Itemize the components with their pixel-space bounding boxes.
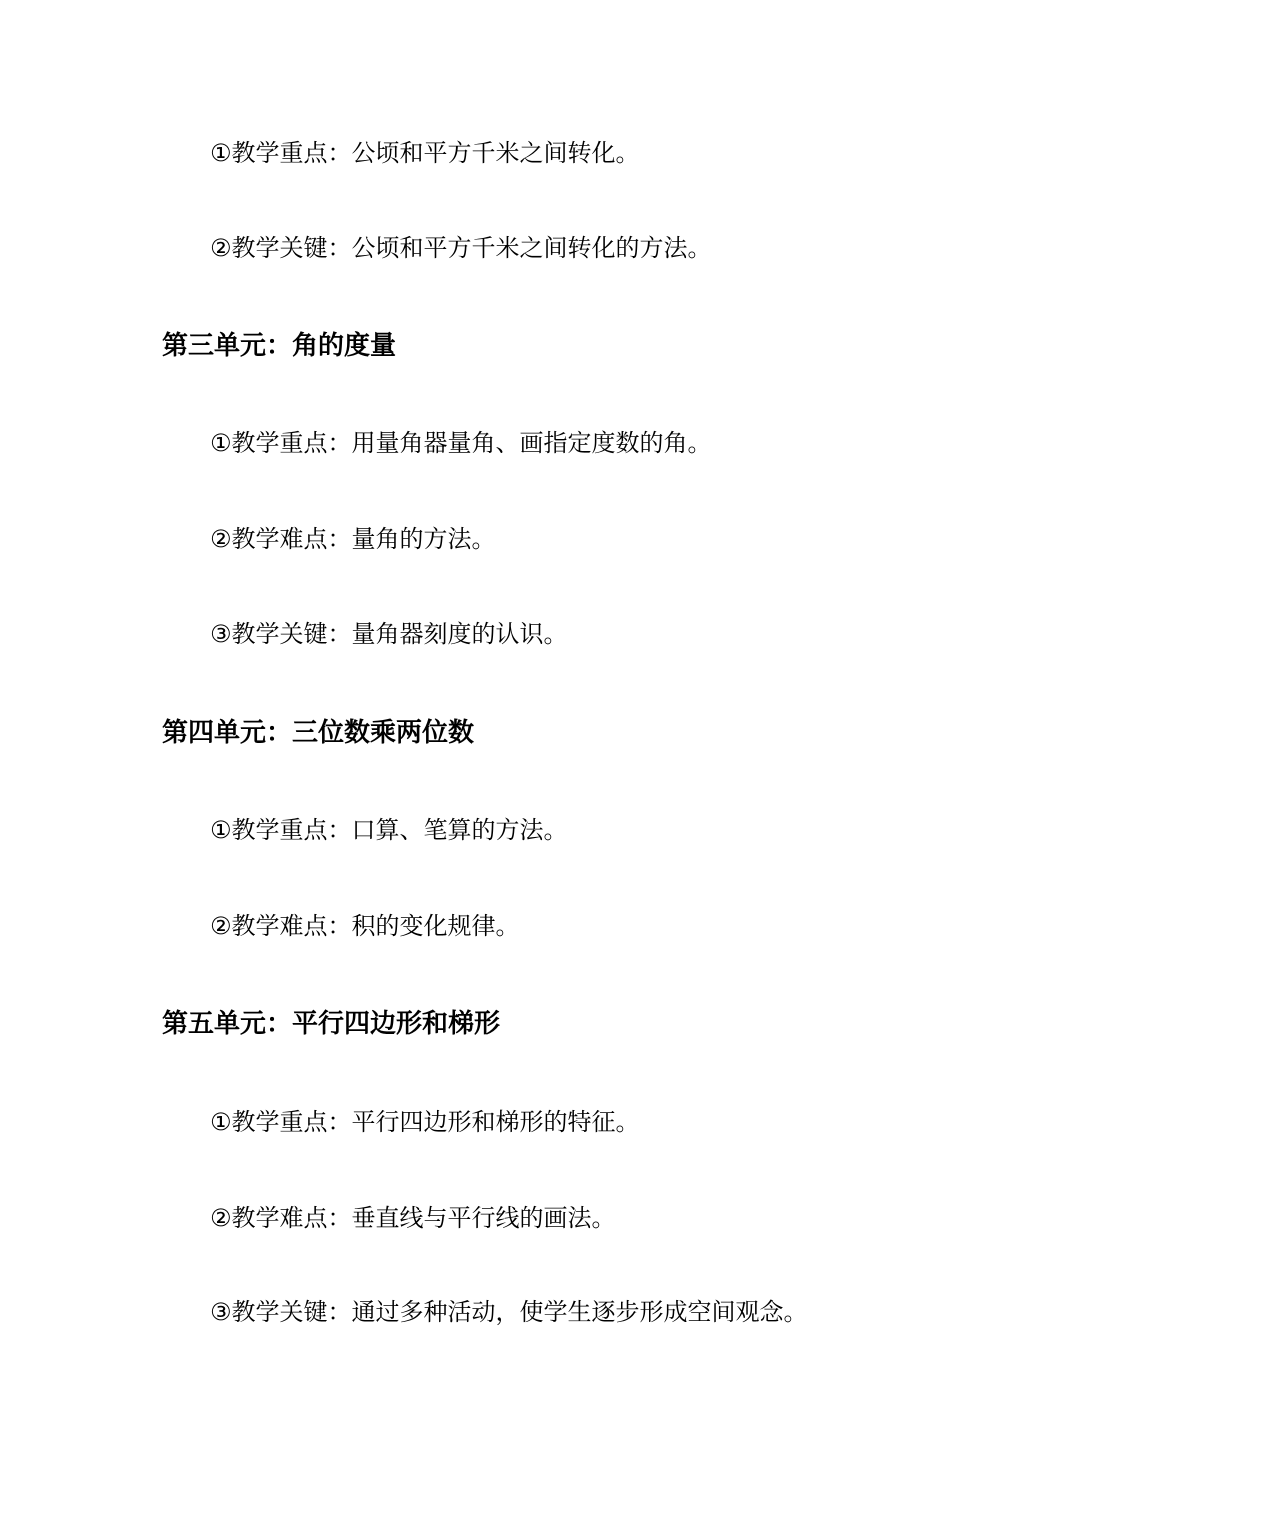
unit5-key-method: ③教学关键：通过多种活动，使学生逐步形成空间观念。 [210, 1298, 808, 1326]
unit5-heading: 第五单元：平行四边形和梯形 [162, 1009, 501, 1039]
unit3-heading: 第三单元：角的度量 [162, 331, 397, 361]
unit3-key-method: ③教学关键：量角器刻度的认识。 [210, 620, 568, 648]
unit3-difficulty: ②教学难点：量角的方法。 [210, 525, 496, 553]
unit2-key-method: ②教学关键：公顷和平方千米之间转化的方法。 [210, 234, 712, 262]
unit3-key-point: ①教学重点：用量角器量角、画指定度数的角。 [210, 429, 712, 457]
unit5-key-point: ①教学重点：平行四边形和梯形的特征。 [210, 1108, 640, 1136]
unit2-key-point: ①教学重点：公顷和平方千米之间转化。 [210, 139, 640, 167]
unit4-heading: 第四单元：三位数乘两位数 [162, 718, 475, 748]
unit4-difficulty: ②教学难点：积的变化规律。 [210, 912, 520, 940]
unit5-difficulty: ②教学难点：垂直线与平行线的画法。 [210, 1204, 616, 1232]
unit4-key-point: ①教学重点：口算、笔算的方法。 [210, 816, 568, 844]
